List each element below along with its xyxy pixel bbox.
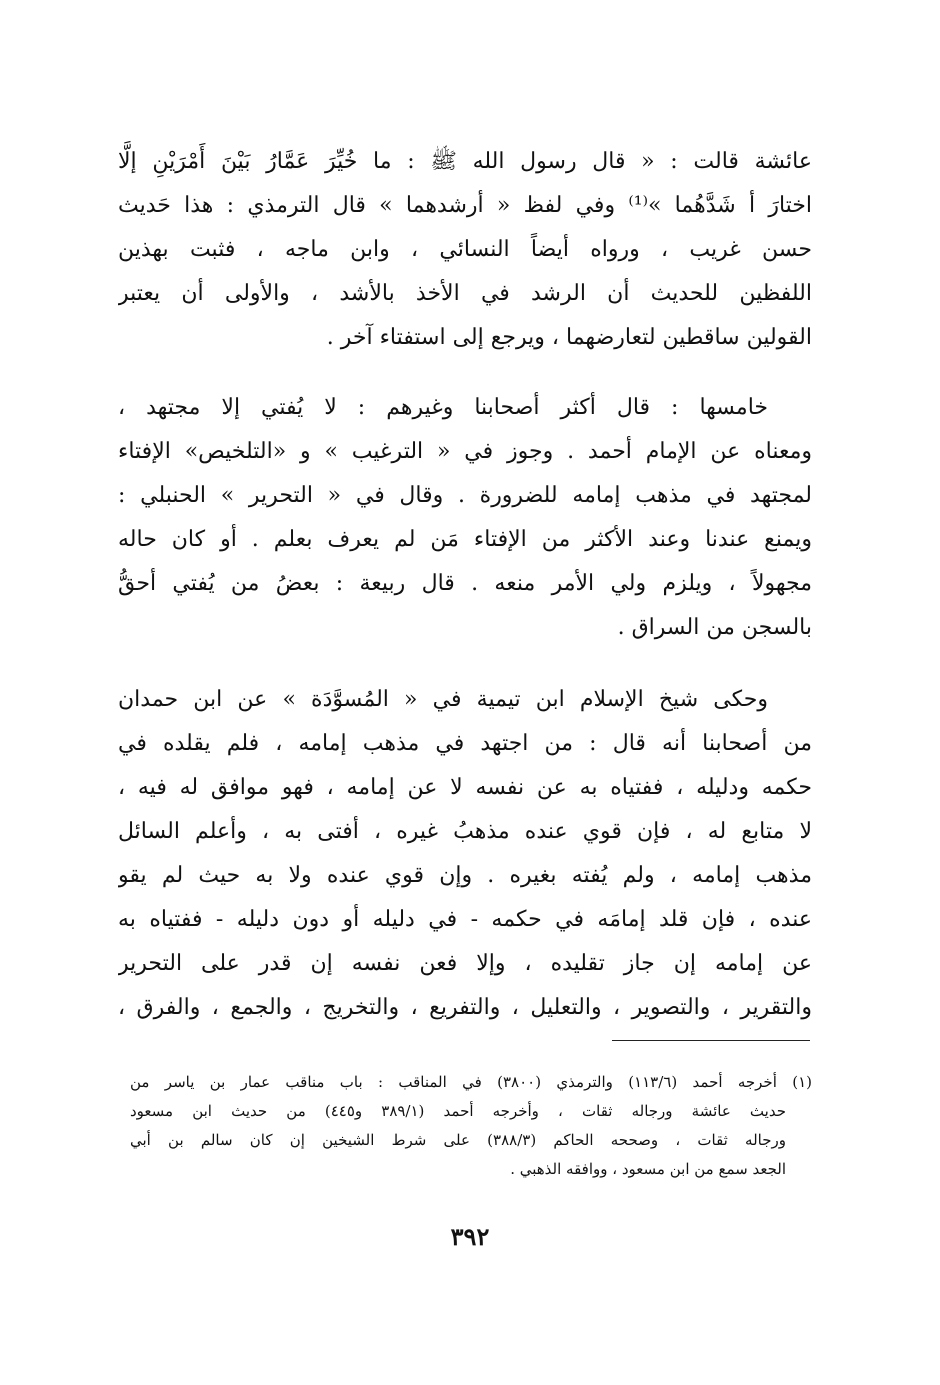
footnote-line: ورجاله ثقات ، وصححه الحاكم (٣٨٨/٣) على شرط الشيخين إن كان سالم بن أبي (130, 1131, 787, 1149)
text-line: ويمنع عندنا وعند الأكثر من الإفتاء مَن لم يعرف بعلم . أو كان حاله (118, 527, 812, 552)
paragraph-2 (118, 386, 812, 650)
text-line: من أصحابنا أنه قال : من اجتهد في مذهب إمامه ، فلم يقلده في (118, 731, 812, 756)
text-line: عائشة قالت : « قال رسول الله ﷺ : ما خُيِّرَ عَمَّارُ بَيْنَ أَمْرَيْنِ إلَّا (118, 149, 812, 174)
text-line: بالسجن من السراق . (617, 615, 812, 640)
footnote-line: (١) أخرجه أحمد (١١٣/٦) والترمذي (٣٨٠٠) في المناقب : باب مناقب عمار بن ياسر من (130, 1073, 812, 1091)
text-line: خامسها : قال أكثر أصحابنا وغيرهم : لا يُفتي إلا مجتهد ، (118, 395, 768, 420)
text-line: لمجتهد في مذهب إمامه للضرورة . وقال في « التحرير » الحنبلي : (118, 483, 812, 508)
footnote (130, 1068, 812, 1184)
text-line: القولين ساقطين لتعارضهما ، ويرجع إلى استفتاء آخر . (326, 325, 812, 350)
text-line: وحكى شيخ الإسلام ابن تيمية في « المُسوَّدَة » عن ابن حمدان (118, 687, 768, 712)
footnote-divider (612, 1040, 810, 1041)
text-line: مذهب إمامه ، ولم يُفته بغيره . وإن قوي عنده ولا به حيث لم يقو (118, 863, 812, 888)
footnote-line: حديث عائشة ورجاله ثقات ، وأخرجه أحمد (٣٨٩/١ و٤٤٥) من حديث ابن مسعود (130, 1102, 786, 1120)
text-line: اختارَ أ شَدَّهُما »⁽¹⁾ وفي لفظ « أرشدهما » قال الترمذي : هذا حَديث (118, 193, 812, 218)
text-line: اللفظين للحديث أن الرشد في الأخذ بالأشد ، والأولى أن يعتبر (118, 281, 812, 306)
paragraph-1 (118, 140, 812, 360)
text-line: حسن غريب ، ورواه أيضاً النسائي ، وابن ماجه ، فثبت بهذين (118, 237, 812, 262)
footnote-line: الجعد سمع من ابن مسعود ، ووافقه الذهبي . (510, 1160, 786, 1178)
text-line: ومعناه عن الإمام أحمد . وجوز في « الترغيب » و «التلخيص» الإفتاء (118, 439, 812, 464)
text-line: عنده ، فإن قلد إمامَه في حكمه - في دليله أو دون دليله - ففتياه به (118, 907, 812, 932)
text-line: حكمه ودليله ، ففتياه به عن نفسه لا عن إمامه ، فهو موافق له فيه ، (118, 775, 812, 800)
text-line: والتقرير ، والتصوير ، والتعليل ، والتفريع ، والتخريج ، والجمع ، والفرق ، (118, 995, 812, 1020)
text-line: مجهولاً ، ويلزم ولي الأمر منعه . قال ربيعة : بعضُ من يُفتي أحقُّ (118, 571, 812, 596)
page-number: ٣٩٢ (450, 1222, 490, 1251)
paragraph-3 (118, 678, 812, 1030)
text-line: لا متابع له ، فإن قوي عنده مذهبُ غيره ، أفتى به ، وأعلم السائل (118, 819, 812, 844)
text-line: عن إمامه إن جاز تقليده ، وإلا فعن نفسه إن قدر على التحرير (118, 951, 812, 976)
